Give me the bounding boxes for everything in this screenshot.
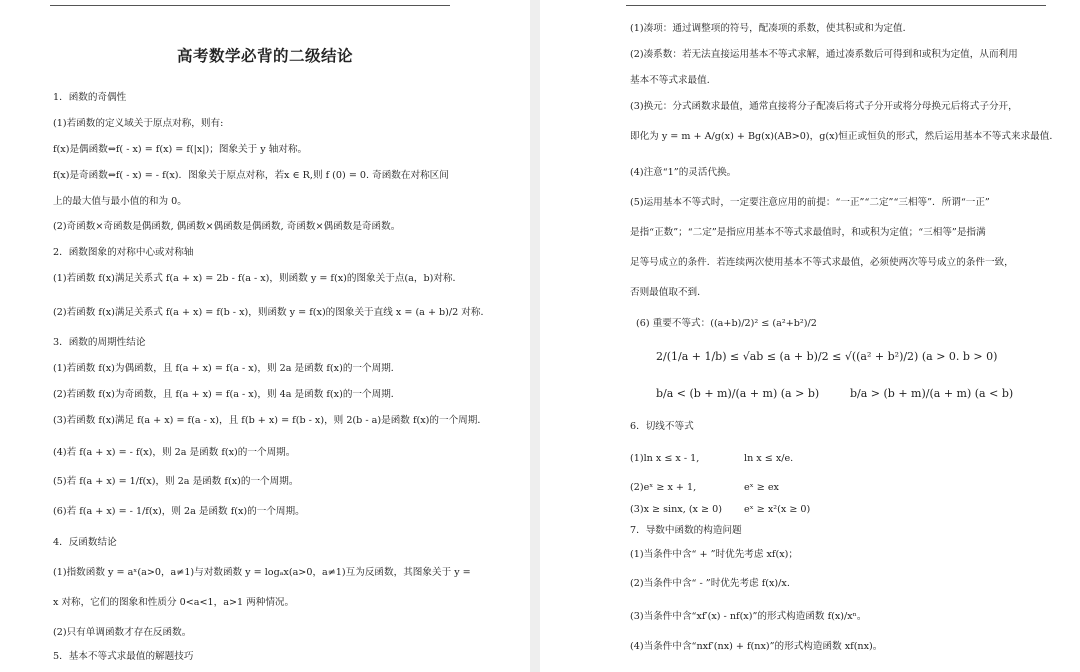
section-heading: 7．导数中函数的构造问题 bbox=[630, 525, 742, 536]
header-rule bbox=[50, 5, 450, 6]
text-line: (3)x ≥ sinx, (x ≥ 0) bbox=[630, 504, 722, 515]
text-line: (4)当条件中含“nxf′(nx) + f(nx)”的形式构造函数 xf(nx)。 bbox=[630, 641, 883, 652]
section-heading: 2．函数图象的对称中心或对称轴 bbox=[53, 247, 194, 258]
formula-line: 2/(1/a + 1/b) ≤ √ab ≤ (a + b)/2 ≤ √((a² + b²)/2) (a > 0. b > 0) bbox=[656, 350, 998, 363]
text-line: (1)若函数的定义域关于原点对称，则有: bbox=[53, 118, 224, 129]
text-line: (2)若函数 f(x)为奇函数，且 f(a + x) = f(a - x)，则 4a 是函数 f(x)的一个周期． bbox=[53, 389, 401, 400]
header-rule bbox=[626, 5, 1046, 6]
text-line: (2)当条件中含“ - ”时优先考虑 f(x)/x. bbox=[630, 578, 790, 589]
page-title: 高考数学必背的二级结论 bbox=[176, 46, 353, 65]
text-line: 否则最值取不到． bbox=[630, 287, 707, 298]
text-line: x 对称，它们的图象和性质分 0<a<1，a>1 两种情况。 bbox=[53, 597, 295, 608]
text-line: (2)凑系数：若无法直接运用基本不等式求解，通过凑系数后可得到和或积为定值，从而利用 bbox=[630, 49, 1018, 60]
right-page bbox=[540, 0, 1080, 672]
text-line: f(x)是奇函数⇔f( - x) = - f(x)．图象关于原点对称，若x ∈ R,则 f (0) = 0. 奇函数在对称区间 bbox=[53, 170, 449, 181]
text-line: (3)若函数 f(x)满足 f(a + x) = f(a - x)，且 f(b + x) = f(b - x)，则 2(b - a)是函数 f(x)的一个周期． bbox=[53, 415, 487, 426]
text-line: (1)凑项：通过调整项的符号，配凑项的系数，使其积或和为定值． bbox=[630, 23, 913, 34]
section-heading: 1．函数的奇偶性 bbox=[53, 92, 127, 103]
section-heading: 3．函数的周期性结论 bbox=[53, 337, 146, 348]
section-heading: 4．反函数结论 bbox=[53, 537, 117, 548]
text-line: (5)运用基本不等式时，一定要注意应用的前提：“一正”“二定”“三相等”．所谓“一正” bbox=[630, 197, 990, 208]
formula-line: (6) 重要不等式：((a+b)/2)² ≤ (a²+b²)/2 bbox=[636, 318, 817, 329]
text-line: 上的最大值与最小值的和为 0。 bbox=[53, 196, 187, 207]
text-line: (1)若函数 f(x)为偶函数，且 f(a + x) = f(a - x)，则 2a 是函数 f(x)的一个周期． bbox=[53, 363, 401, 374]
left-page bbox=[0, 0, 530, 672]
text-line: eˣ ≥ x²(x ≥ 0) bbox=[744, 504, 811, 515]
text-line: (4)注意“1”的灵活代换。 bbox=[630, 167, 737, 178]
text-line: 是指“正数”；“二定”是指应用基本不等式求最值时，和或积为定值；“三相等”是指满 bbox=[630, 227, 986, 238]
text-line: eˣ ≥ ex bbox=[744, 482, 779, 493]
section-heading: 5．基本不等式求最值的解题技巧 bbox=[53, 651, 194, 662]
text-line: f(x)是偶函数⇔f( - x) = f(x) = f(|x|)；图象关于 y 轴对称。 bbox=[53, 144, 308, 155]
text-line: 即化为 y = m + A/g(x) + Bg(x)(AB>0)，g(x)恒正或恒负的形式，然后运用基本不等式来求最值． bbox=[630, 131, 1059, 142]
text-line: 基本不等式求最值． bbox=[630, 75, 717, 86]
text-line: (3)当条件中含“xf′(x) - nf(x)”的形式构造函数 f(x)/xⁿ。 bbox=[630, 611, 867, 622]
formula-line: b/a < (b + m)/(a + m) (a > b) bbox=[656, 387, 820, 400]
text-line: (5)若 f(a + x) = 1/f(x)，则 2a 是函数 f(x)的一个周期。 bbox=[53, 476, 299, 487]
text-line: 足等号成立的条件．若连续两次使用基本不等式求最值，必须使两次等号成立的条件一致， bbox=[630, 257, 1014, 268]
section-heading: 6．切线不等式 bbox=[630, 421, 694, 432]
formula-line: b/a > (b + m)/(a + m) (a < b) bbox=[850, 387, 1014, 400]
text-line: (6)若 f(a + x) = - 1/f(x)，则 2a 是函数 f(x)的一个周期。 bbox=[53, 506, 305, 517]
text-line: (1)ln x ≤ x - 1, bbox=[630, 453, 700, 464]
text-line: (2)eˣ ≥ x + 1, bbox=[630, 482, 697, 493]
text-line: (1)指数函数 y = aˣ(a>0，a≠1)与对数函数 y = logₐx(a>0，a≠1)互为反函数，其图象关于 y = bbox=[53, 567, 471, 578]
text-line: (1)当条件中含“ + ”时优先考虑 xf(x)； bbox=[630, 549, 798, 560]
text-line: ln x ≤ x/e. bbox=[744, 453, 794, 464]
text-line: (3)换元：分式函数求最值，通常直接将分子配凑后将式子分开或将分母换元后将式子分开， bbox=[630, 101, 1018, 112]
text-line: (1)若函数 f(x)满足关系式 f(a + x) = 2b - f(a - x)，则函数 y = f(x)的图象关于点(a，b)对称． bbox=[53, 273, 463, 284]
text-line: (4)若 f(a + x) = - f(x)，则 2a 是函数 f(x)的一个周期。 bbox=[53, 447, 296, 458]
text-line: (2)奇函数×奇函数是偶函数, 偶函数×偶函数是偶函数, 奇函数×偶函数是奇函数。 bbox=[53, 221, 401, 232]
text-line: (2)只有单调函数才存在反函数。 bbox=[53, 627, 192, 638]
text-line: (2)若函数 f(x)满足关系式 f(a + x) = f(b - x)，则函数 y = f(x)的图象关于直线 x = (a + b)/2 对称． bbox=[53, 307, 491, 318]
